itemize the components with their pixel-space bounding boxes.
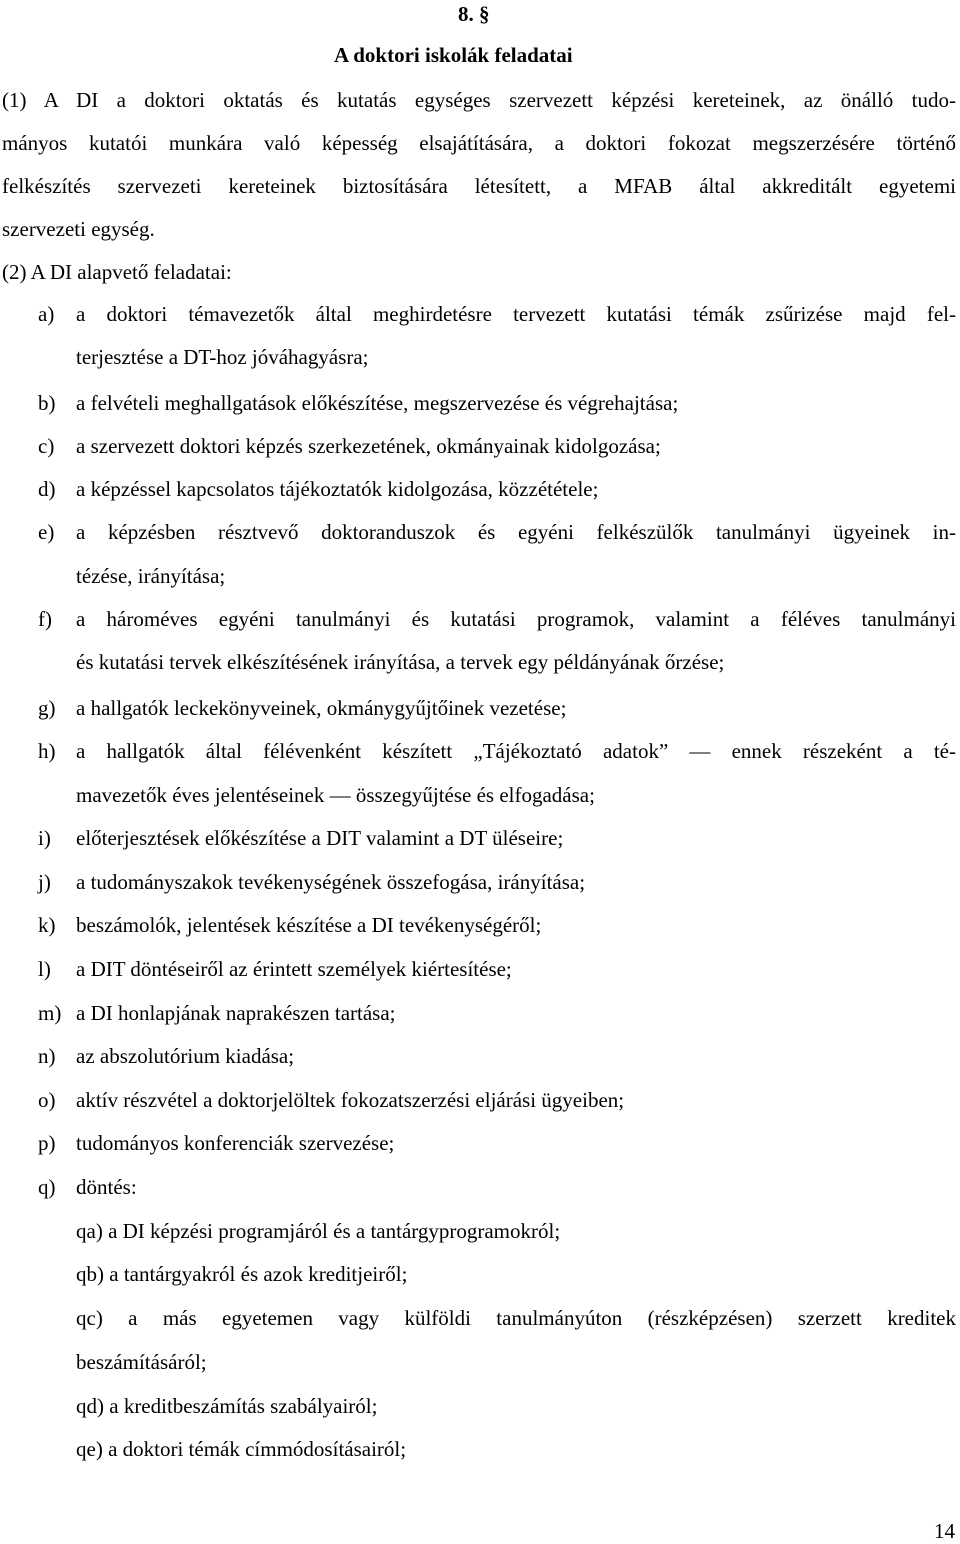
- page-number: 14: [934, 1519, 955, 1543]
- list-item-text: a DI honlapjának naprakészen tartása;: [76, 1001, 396, 1025]
- list-item-text: terjesztése a DT-hoz jóváhagyásra;: [76, 345, 369, 369]
- list-item-marker: f): [38, 607, 52, 631]
- list-item-text: a doktori témavezetők által meghirdetésre tervezett kutatási témák zsűrizése majd fel-: [76, 302, 956, 326]
- list-item-text: tudományos konferenciák szervezése;: [76, 1131, 395, 1155]
- paragraph-1-line-2: mányos kutatói munkára való képesség elsajátítására, a doktori fokozat megszerzésére történő: [2, 131, 956, 155]
- list-item-marker: b): [38, 391, 56, 415]
- list-item-text: a képzésben résztvevő doktoranduszok és egyéni felkészülők tanulmányi ügyeinek in-: [76, 520, 956, 544]
- list-item-text: a felvételi meghallgatások előkészítése, megszervezése és végrehajtása;: [76, 391, 679, 415]
- list-item-marker: e): [38, 520, 55, 544]
- list-item-text: aktív részvétel a doktorjelöltek fokozatszerzési eljárási ügyeiben;: [76, 1088, 625, 1112]
- list-item-marker: m): [38, 1001, 62, 1025]
- list-item-marker: n): [38, 1044, 56, 1068]
- list-item-marker: d): [38, 477, 56, 501]
- paragraph-1-line-1: (1) A DI a doktori oktatás és kutatás egységes szervezett képzési kereteinek, az önálló tudo-: [2, 88, 956, 112]
- list-item-text: és kutatási tervek elkészítésének irányítása, a tervek egy példányának őrzése;: [76, 650, 725, 674]
- list-item-text: a hallgatók által félévenként készített „Tájékoztató adatok” — ennek részeként a té-: [76, 739, 956, 763]
- list-item-text: a DIT döntéseiről az érintett személyek kiértesítése;: [76, 957, 512, 981]
- list-item-marker: h): [38, 739, 56, 763]
- sublist-item-text: beszámításáról;: [76, 1350, 207, 1374]
- list-item-text: a hallgatók leckekönyveinek, okmánygyűjtőinek vezetése;: [76, 696, 567, 720]
- list-item-marker: c): [38, 434, 55, 458]
- sublist-item-text: qd) a kreditbeszámítás szabályairól;: [76, 1394, 378, 1418]
- sublist-item-text: qe) a doktori témák címmódosításairól;: [76, 1437, 407, 1461]
- sublist-item-text: qb) a tantárgyakról és azok kreditjeiről;: [76, 1262, 408, 1286]
- list-item-marker: g): [38, 696, 56, 720]
- list-item-text: döntés:: [76, 1175, 137, 1199]
- list-item-text: mavezetők éves jelentéseinek — összegyűjtése és elfogadása;: [76, 783, 595, 807]
- paragraph-1-line-3: felkészítés szervezeti kereteinek biztosítására létesített, a MFAB által akkreditált egyetemi: [2, 174, 956, 198]
- list-item-marker: q): [38, 1175, 56, 1199]
- list-item-marker: k): [38, 913, 56, 937]
- section-number: 8. §: [458, 2, 490, 26]
- list-item-text: előterjesztések előkészítése a DIT valamint a DT üléseire;: [76, 826, 564, 850]
- paragraph-1-line-4: szervezeti egység.: [2, 217, 155, 241]
- list-item-text: az abszolutórium kiadása;: [76, 1044, 295, 1068]
- list-item-marker: j): [38, 870, 51, 894]
- list-item-marker: a): [38, 302, 55, 326]
- list-item-marker: l): [38, 957, 51, 981]
- list-item-text: tézése, irányítása;: [76, 564, 226, 588]
- sublist-item-text: qc) a más egyetemen vagy külföldi tanulmányúton (részképzésen) szerzett kreditek: [76, 1306, 956, 1330]
- list-item-marker: p): [38, 1131, 56, 1155]
- list-item-text: beszámolók, jelentések készítése a DI tevékenységéről;: [76, 913, 542, 937]
- list-item-marker: o): [38, 1088, 56, 1112]
- list-item-text: a szervezett doktori képzés szerkezetének, okmányainak kidolgozása;: [76, 434, 661, 458]
- list-item-text: a tudományszakok tevékenységének összefogása, irányítása;: [76, 870, 586, 894]
- list-item-text: a hároméves egyéni tanulmányi és kutatási programok, valamint a féléves tanulmányi: [76, 607, 956, 631]
- page-title: A doktori iskolák feladatai: [334, 43, 573, 67]
- paragraph-2-intro: (2) A DI alapvető feladatai:: [2, 260, 232, 284]
- list-item-text: a képzéssel kapcsolatos tájékoztatók kidolgozása, közzététele;: [76, 477, 599, 501]
- list-item-marker: i): [38, 826, 51, 850]
- sublist-item-text: qa) a DI képzési programjáról és a tantárgyprogramokról;: [76, 1219, 561, 1243]
